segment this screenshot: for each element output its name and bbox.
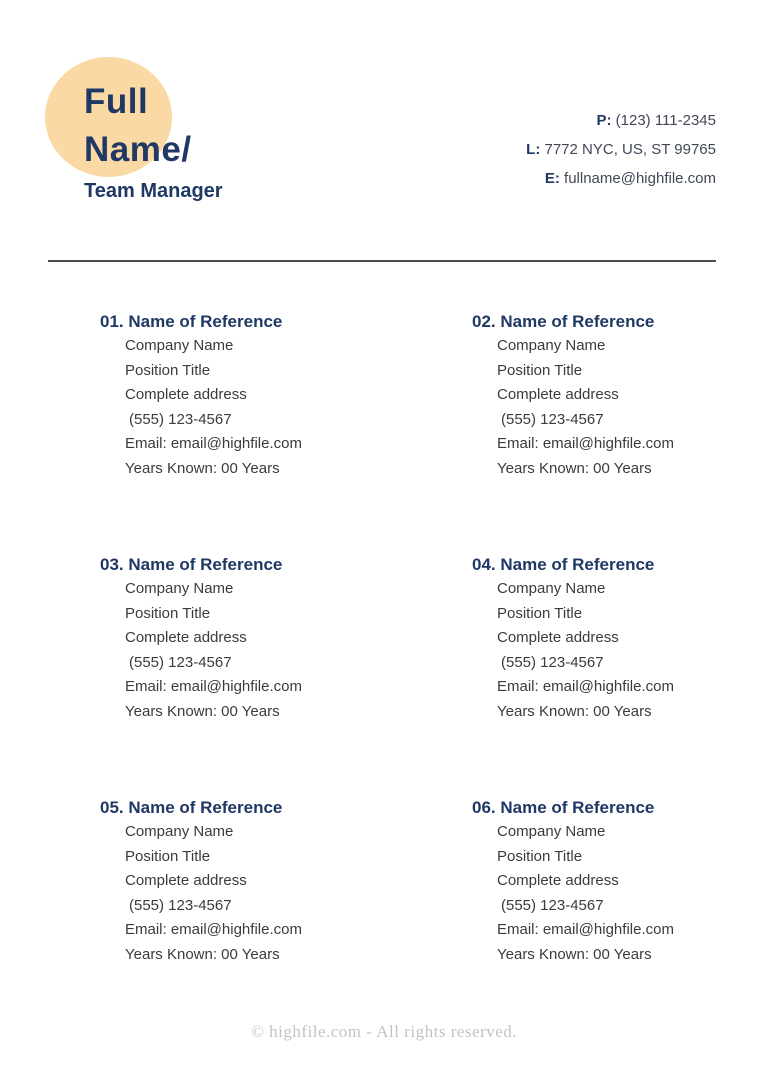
reference-company: Company Name [497,337,606,354]
reference-heading: 05. Name of Reference [100,798,283,817]
contact-phone-row [526,106,716,135]
reference-years-known: Years Known: 00 Years [125,702,280,720]
reference-years-known: Years Known: 00 Years [497,702,652,720]
reference-address: Complete address [125,629,247,646]
reference-phone: (555) 123-4567 [129,653,232,671]
reference-company: Company Name [497,580,606,597]
full-name-line2: Name/ [84,130,192,169]
reference-heading: 02. Name of Reference [472,312,655,331]
name-block [84,78,223,203]
reference-company: Company Name [497,823,606,840]
reference-body [125,577,472,724]
reference-position: Position Title [125,361,211,379]
reference-position: Position Title [497,847,583,865]
reference-heading: 04. Name of Reference [472,555,655,574]
contact-location-row [526,135,716,164]
reference-block-3 [100,552,472,724]
phone-label: P: [596,112,612,129]
reference-email: Email: email@highfile.com [125,435,302,452]
reference-phone: (555) 123-4567 [501,896,604,914]
reference-company: Company Name [125,337,234,354]
reference-block-2 [472,309,740,481]
reference-body [125,334,472,481]
contact-email-row [526,164,716,193]
contact-info [526,106,716,193]
document-header [0,0,768,262]
references-grid [100,309,740,967]
reference-block-5 [100,795,472,967]
reference-email: Email: email@highfile.com [497,435,674,452]
job-title: Team Manager [84,180,223,202]
reference-company: Company Name [125,580,234,597]
reference-address: Complete address [497,386,619,403]
location-value: 7772 NYC, US, ST 99765 [544,141,716,158]
copyright-text: © highfile.com - All rights reserved. [250,1022,518,1041]
reference-block-6 [472,795,740,967]
reference-body [497,334,740,481]
reference-email: Email: email@highfile.com [497,921,674,938]
reference-address: Complete address [125,386,247,403]
reference-company: Company Name [125,823,234,840]
reference-address: Complete address [497,629,619,646]
reference-email: Email: email@highfile.com [125,678,302,695]
reference-phone: (555) 123-4567 [501,653,604,671]
reference-position: Position Title [497,361,583,379]
reference-position: Position Title [125,847,211,865]
reference-heading: 03. Name of Reference [100,555,283,574]
reference-email: Email: email@highfile.com [125,921,302,938]
email-label: E: [544,170,560,187]
reference-years-known: Years Known: 00 Years [497,459,652,477]
reference-phone: (555) 123-4567 [129,410,232,428]
reference-years-known: Years Known: 00 Years [125,459,280,477]
reference-position: Position Title [497,604,583,622]
reference-years-known: Years Known: 00 Years [125,945,280,963]
reference-position: Position Title [125,604,211,622]
reference-address: Complete address [497,872,619,889]
reference-phone: (555) 123-4567 [129,896,232,914]
reference-phone: (555) 123-4567 [501,410,604,428]
reference-body [497,820,740,967]
page-footer [0,1022,768,1042]
reference-email: Email: email@highfile.com [497,678,674,695]
reference-body [497,577,740,724]
reference-body [125,820,472,967]
reference-heading: 01. Name of Reference [100,312,283,331]
reference-block-4 [472,552,740,724]
reference-address: Complete address [125,872,247,889]
reference-block-1 [100,309,472,481]
header-divider [48,260,716,262]
reference-heading: 06. Name of Reference [472,798,655,817]
full-name-line1: Full [84,82,149,121]
email-value: fullname@highfile.com [564,170,716,187]
location-label: L: [526,141,541,158]
phone-value: (123) 111-2345 [615,112,716,129]
reference-years-known: Years Known: 00 Years [497,945,652,963]
